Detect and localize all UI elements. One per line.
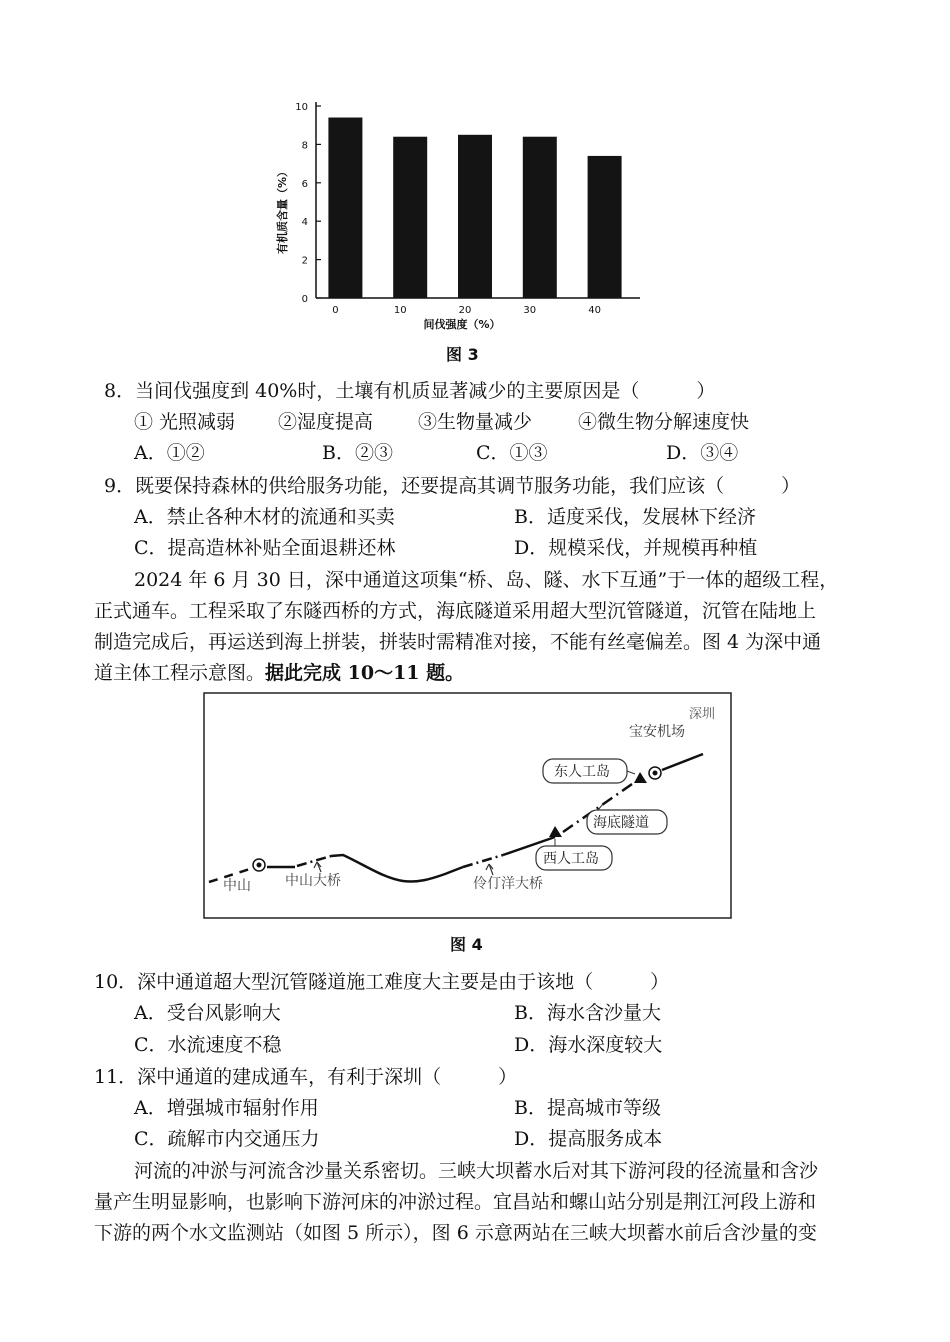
bar: [458, 135, 492, 298]
q8-option-c: C．①③: [476, 442, 548, 464]
q8-stem: 8．当间伐强度到 40%时，土壤有机质显著减少的主要原因是（ ）: [104, 380, 716, 402]
label-airport: 宝安机场: [629, 724, 685, 740]
bar: [523, 137, 557, 298]
figure3-caption: 图 3: [446, 345, 479, 364]
label-east-island: 东人工岛: [554, 764, 610, 780]
x-axis-label: 间伐强度（%）: [423, 318, 501, 330]
q10-stem: 10．深中通道超大型沉管隧道施工难度大主要是由于该地（ ）: [94, 971, 670, 993]
passage1-line-4-text: 道主体工程示意图。: [94, 662, 266, 684]
x-tick-label: 10: [393, 305, 407, 316]
q10-option-d: D．海水深度较大: [514, 1034, 663, 1056]
x-tick-label: 40: [588, 305, 601, 316]
q10-option-a: A．受台风影响大: [134, 1002, 281, 1024]
q11-stem: 11．深中通道的建成通车，有利于深圳（ ）: [94, 1066, 518, 1088]
q8-item-3: ③生物量减少: [418, 411, 533, 433]
q11-option-a: A．增强城市辐射作用: [134, 1097, 319, 1119]
q9-option-a: A．禁止各种木材的流通和买卖: [134, 506, 395, 528]
q9-option-c: C．提高造林补贴全面退耕还林: [134, 537, 396, 559]
airport-marker-dot-icon: [653, 771, 658, 776]
q9-option-b: B．适度采伐，发展林下经济: [514, 506, 756, 528]
label-west-island: 西人工岛: [543, 851, 599, 867]
x-tick-label: 0: [332, 305, 339, 316]
passage1-instruction: 据此完成 10～11 题。: [265, 662, 465, 684]
q8-item-2: ②湿度提高: [278, 411, 374, 433]
q11-option-c: C．疏解市内交通压力: [134, 1128, 320, 1150]
passage2-line-2: 量产生明显影响，也影响下游河床的冲淤过程。宜昌站和螺山站分别是荆江河段上游和: [94, 1191, 817, 1213]
label-zhongshan-bridge: 中山大桥: [285, 873, 341, 889]
y-tick-label: 2: [301, 255, 308, 267]
y-tick-label: 0: [301, 294, 308, 305]
bar: [328, 118, 362, 298]
chart-bars: [328, 118, 621, 298]
label-tunnel: 海底隧道: [593, 815, 649, 831]
q8-item-4: ④微生物分解速度快: [578, 411, 750, 433]
label-lingdingyang-bridge: 伶仃洋大桥: [473, 876, 543, 892]
q8-item-1: ① 光照减弱: [134, 411, 236, 433]
y-tick-label: 10: [295, 102, 308, 113]
y-tick-label: 4: [301, 217, 308, 229]
q11-option-b: B．提高城市等级: [514, 1097, 661, 1119]
q8-option-a: A．①②: [134, 442, 205, 464]
passage1-line-1: 2024 年 6 月 30 日，深中通道这项集“桥、岛、隧、水下互通”于一体的超级工程，: [134, 569, 839, 591]
label-shenzhen: 深圳: [689, 707, 716, 722]
bar: [393, 137, 427, 298]
q10-option-b: B．海水含沙量大: [514, 1002, 661, 1024]
q10-option-c: C．水流速度不稳: [134, 1034, 282, 1056]
figure4-diagram: [203, 692, 732, 919]
q9-stem: 9．既要保持森林的供给服务功能，还要提高其调节服务功能，我们应该（ ）: [104, 475, 801, 497]
y-axis-label: 有机质含量（%）: [276, 165, 289, 255]
passage1-line-4: [94, 660, 464, 686]
passage1-line-3: 制造完成后，再运送到海上拼装，拼装时需精准对接，不能有丝毫偏差。图 4 为深中通: [94, 631, 822, 653]
y-tick-label: 6: [301, 178, 308, 190]
q9-option-d: D．规模采伐，并规模再种植: [514, 537, 758, 559]
q8-option-d: D．③④: [666, 442, 739, 464]
passage1-line-2: 正式通车。工程采取了东隧西桥的方式，海底隧道采用超大型沉管隧道，沉管在陆地上: [94, 600, 817, 622]
passage2-line-1: 河流的冲淤与河流含沙量关系密切。三峡大坝蓄水后对其下游河段的径流量和含沙: [134, 1160, 819, 1182]
figure3-chart: [270, 90, 670, 330]
q11-option-d: D．提高服务成本: [514, 1128, 663, 1150]
y-tick-label: 8: [301, 140, 308, 152]
x-tick-label: 20: [458, 305, 472, 316]
figure4-caption: 图 4: [450, 935, 483, 954]
bar: [588, 156, 622, 298]
passage2-line-3: 下游的两个水文监测站（如图 5 所示），图 6 示意两站在三峡大坝蓄水前后含沙量的变: [94, 1222, 817, 1244]
label-zhongshan: 中山: [223, 878, 251, 894]
x-tick-label: 30: [523, 305, 537, 316]
zhongshan-marker-dot-icon: [257, 863, 262, 868]
q8-option-b: B．②③: [322, 442, 393, 464]
